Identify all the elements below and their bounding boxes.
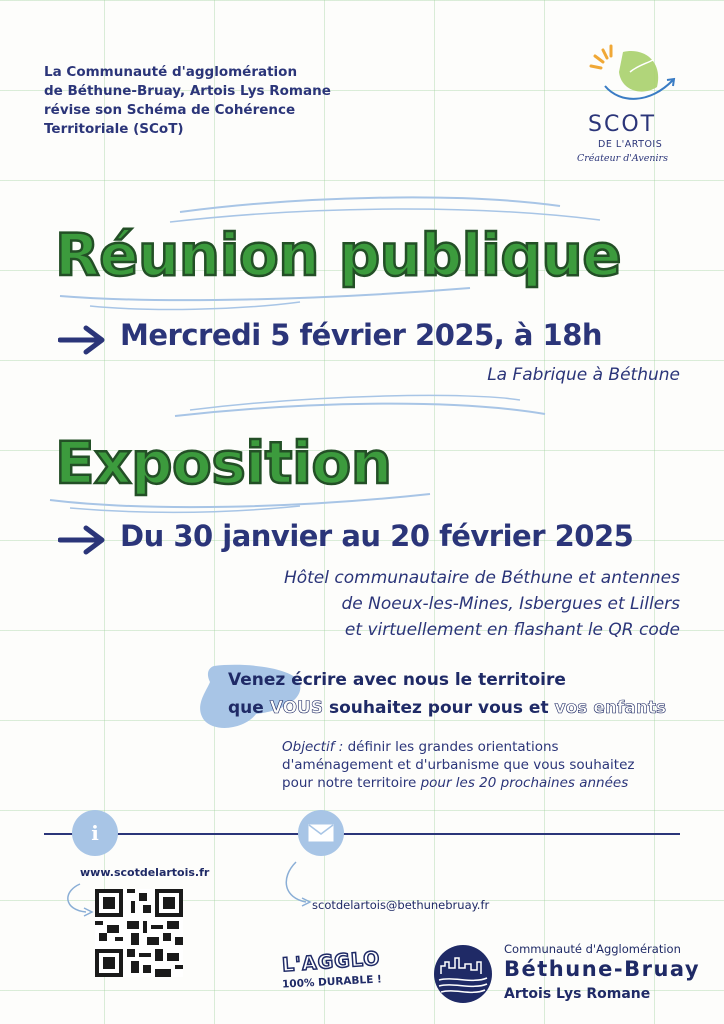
scot-logo-tagline: Créateur d'Avenirs [577, 153, 668, 164]
envelope-icon [308, 824, 334, 842]
reunion-title: Réunion publique [55, 221, 622, 289]
info-circle [72, 810, 118, 856]
cta-line-1: Venez écrire avec nous le territoire [228, 670, 566, 690]
cta-text: souhaitez pour vous et [323, 698, 555, 718]
objectif-line-2: d'aménagement et d'urbanisme que vous souhaitez [282, 757, 635, 773]
reunion-place: La Fabrique à Béthune [487, 365, 680, 385]
exposition-place [284, 565, 680, 643]
objectif-text-3a: pour notre territoire [282, 775, 421, 791]
info-icon: i [91, 821, 99, 845]
exposition-place-line: de Noeux-les-Mines, Isbergues et Lillers [341, 594, 680, 614]
objectif-line-1 [282, 738, 634, 756]
scot-logo-subtitle: DE L'ARTOIS [598, 139, 663, 150]
cta-line-2 [228, 694, 666, 722]
agglo-durable-title: L'AGGLO [281, 947, 382, 977]
reunion-date: Mercredi 5 février 2025, à 18h [120, 318, 603, 352]
cta-enfants: vos enfants [554, 698, 667, 718]
intro-line: de Béthune-Bruay, Artois Lys Romane [44, 83, 331, 99]
bethune-logo-line-2: Béthune-Bruay [504, 957, 701, 981]
agglo-durable-subtitle: 100% DURABLE ! [281, 973, 383, 991]
cta-text: que [228, 698, 270, 718]
divider-line [44, 833, 680, 835]
exposition-title: Exposition [55, 429, 392, 497]
exposition-date: Du 30 janvier au 20 février 2025 [120, 519, 634, 553]
intro-text [44, 63, 384, 139]
bethune-bruay-logo-icon [433, 944, 493, 1004]
qr-code-icon[interactable] [95, 889, 183, 977]
bethune-logo-line-1: Communauté d'Agglomération [504, 942, 681, 956]
objectif-line-3 [282, 774, 634, 792]
exposition-place-line: Hôtel communautaire de Béthune et antennes [283, 568, 680, 588]
call-to-action [228, 666, 666, 722]
objectif-text-3b: pour les 20 prochaines années [420, 775, 629, 791]
intro-line: Territoriale (SCoT) [44, 121, 184, 137]
website-link[interactable]: www.scotdelartois.fr [80, 866, 210, 879]
objectif-label: Objectif : [282, 739, 344, 755]
bethune-logo-line-3: Artois Lys Romane [504, 986, 651, 1002]
intro-line: révise son Schéma de Cohérence [44, 102, 296, 118]
objectif-text [282, 738, 634, 792]
exposition-place-line: et virtuellement en flashant le QR code [344, 620, 680, 640]
cta-vous: VOUS [269, 698, 324, 718]
intro-line: La Communauté d'agglomération [44, 64, 298, 80]
mail-circle [298, 810, 344, 856]
arrow-right-icon [58, 525, 106, 555]
scot-logo-title: SCOT [588, 112, 657, 137]
objectif-text-1: définir les grandes orientations [343, 739, 559, 755]
email-link[interactable]: scotdelartois@bethunebruay.fr [312, 898, 490, 912]
arrow-right-icon [58, 325, 106, 355]
